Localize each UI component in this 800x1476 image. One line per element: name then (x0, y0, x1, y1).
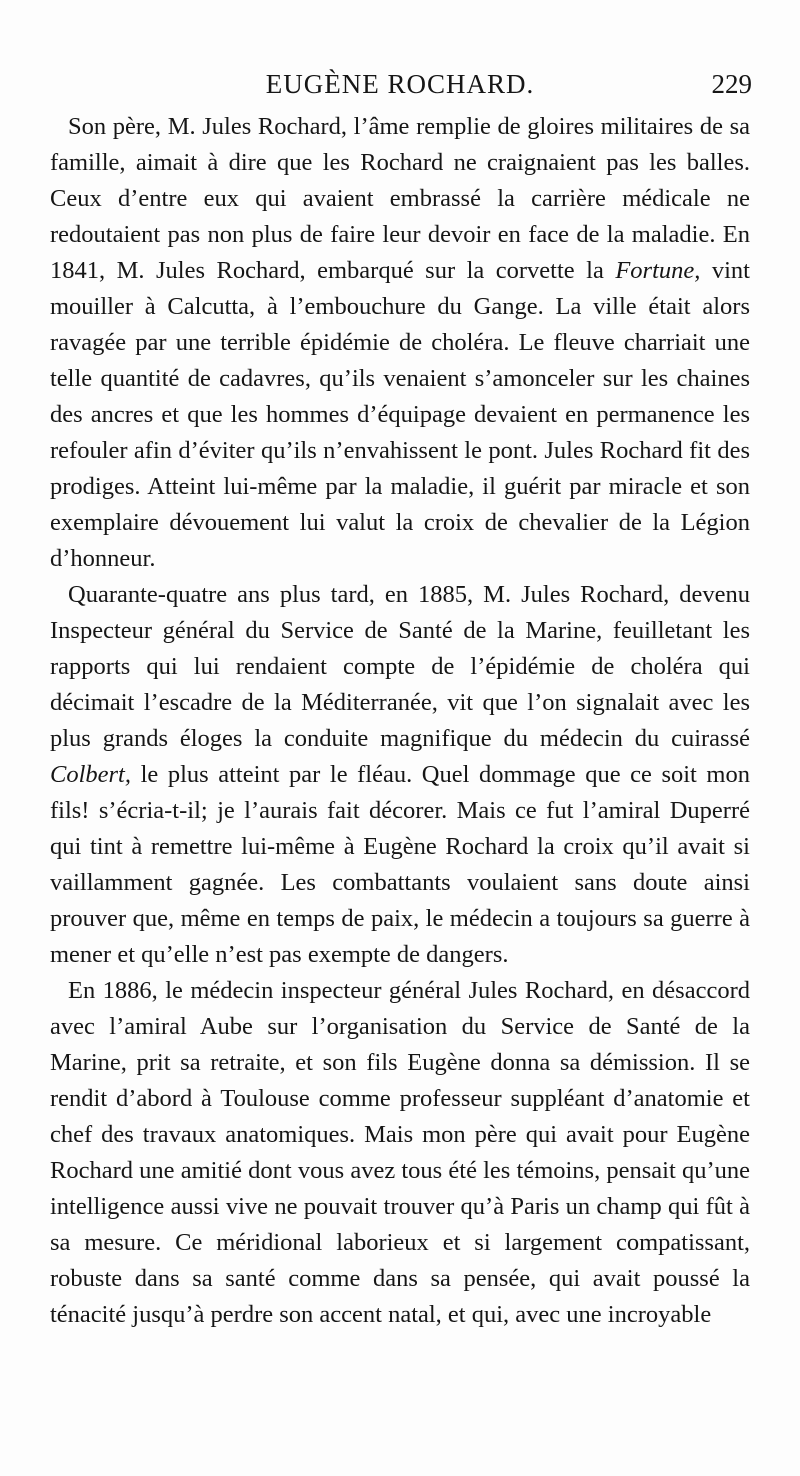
paragraph-1-text-b: vint mouiller à Calcutta, à l’embouchure du Gange. La ville était alors ravagée par une terrible épidémie de choléra. Le fleuve charriait une telle quantité de cadavres, qu’ils venaient s’amonceler sur les chaines des ancres et que les hommes d’équipage devaient en permanence les refouler afin d’éviter qu’ils n’envahissent le pont. Jules Rochard fit des prodiges. Atteint lui-même par la maladie, il guérit par miracle et son exemplaire dévouement lui valut la croix de chevalier de la Légion d’honneur. (50, 257, 750, 572)
paragraph-2-text-b: le plus atteint par le fléau. Quel dommage que ce soit mon fils! s’écria-t-il; je l’aurais fait décorer. Mais ce fut l’amiral Duperré qui tint à remettre lui-même à Eugène Rochard la croix qu’il avait si vaillamment gagnée. Les combattants voulaient sans doute ainsi prouver que, même en temps de paix, le médecin a toujours sa guerre à mener et qu’elle n’est pas exempte de dangers. (50, 761, 750, 968)
paragraph-1 (50, 109, 750, 577)
paragraph-3: En 1886, le médecin inspecteur général Jules Rochard, en désaccord avec l’amiral Aube sur l’organisation du Service de Santé de la Marine, prit sa retraite, et son fils Eugène donna sa démission. Il se rendit d’abord à Toulouse comme professeur suppléant d’anatomie et chef des travaux anatomiques. Mais mon père qui avait pour Eugène Rochard une amitié dont vous avez tous été les témoins, pensait qu’une intelligence aussi vive ne pouvait trouver qu’à Paris un champ qui fût à sa mesure. Ce méridional laborieux et si largement compatissant, robuste dans sa santé comme dans sa pensée, qui avait poussé la ténacité jusqu’à perdre son accent natal, et qui, avec une incroyable (50, 977, 750, 1328)
paragraph-2 (50, 577, 750, 973)
ship-name-fortune: Fortune, (615, 257, 701, 284)
running-title: EUGÈNE ROCHARD. (265, 69, 535, 99)
ship-name-colbert: Colbert, (50, 761, 131, 788)
body-text (50, 109, 750, 1333)
running-head (40, 64, 760, 104)
page-number: 229 (711, 69, 752, 99)
paragraph-1-text-a: Son père, M. Jules Rochard, l’âme remplie de gloires militaires de sa famille, aimait à dire que les Rochard ne craignaient pas les balles. Ceux d’entre eux qui avaient embrassé la carrière médicale ne redoutaient pas non plus de faire leur devoir en face de la maladie. En 1841, M. Jules Rochard, embarqué sur la corvette la (50, 113, 750, 284)
paragraph-2-text-a: Quarante-quatre ans plus tard, en 1885, M. Jules Rochard, devenu Inspecteur général du Service de Santé de la Marine, feuilletant les rapports qui lui rendaient compte de l’épidémie de choléra qui décimait l’escadre de la Méditerranée, vit que l’on signalait avec les plus grands éloges la conduite magnifique du médecin du cuirassé (50, 581, 750, 752)
